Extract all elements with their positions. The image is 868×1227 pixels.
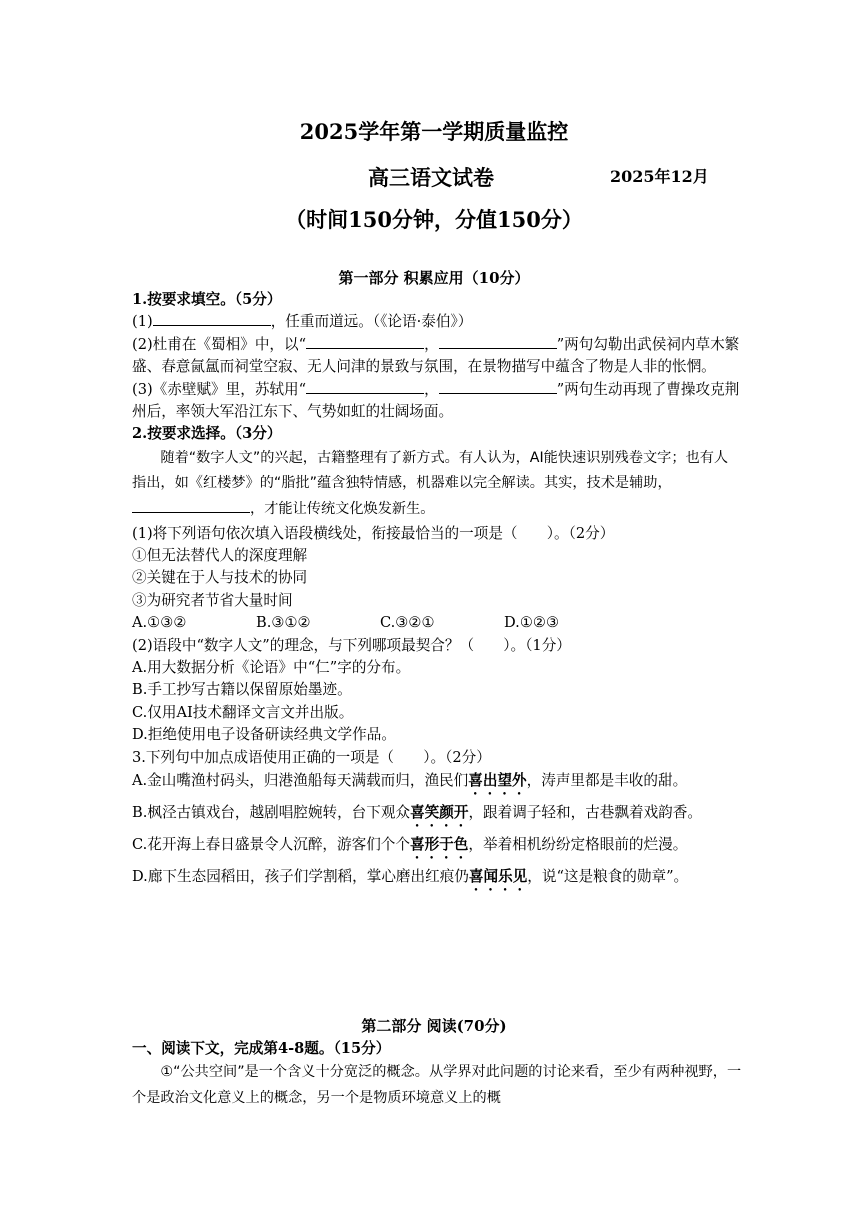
option-a[interactable]: A.①③② [132, 614, 187, 632]
option-c[interactable]: C.③②① [380, 614, 435, 632]
exam-time-score: （时间150分钟，分值150分） [285, 207, 583, 232]
exam-subtitle: 高三语文试卷 [368, 165, 494, 190]
q1-sub3-comma: ， [424, 380, 439, 398]
q3-option-text: ，跟着调子轻和，古巷飘着戏韵香。 [468, 804, 702, 822]
q2-sub1: (1)将下列语句依次填入语段横线处，衔接最恰当的一项是（ ）。（2分） [132, 524, 615, 542]
part1-content [132, 289, 742, 894]
q2-passage-text: ，才能让传统文化焕发新生。 [250, 501, 435, 518]
q1-sub2 [132, 334, 742, 379]
q1-sub3-text: ”两句生动再现了曹操攻克荆州后，率领大军沿江东下、气势如虹的壮阔场面。 [132, 380, 740, 421]
part1-heading: 第一部分 积累应用（10分） [338, 269, 530, 287]
dotted-idiom: 喜闻乐见 [468, 868, 528, 886]
exam-date: 2025年12月 [610, 167, 709, 186]
q1-sub2-text: ”两句勾勒出武侯祠内草木繁盛、春意氤氲而祠堂空寂、无人问津的景致与氛围，在景物描写中蕴含了物是人非的怅惘。 [132, 335, 740, 376]
reading-section-title: 一、阅读下文，完成第4-8题。（15分） [132, 1040, 391, 1057]
exam-title: 2025学年第一学期质量监控 [299, 119, 569, 144]
part2-heading: 第二部分 阅读(70分) [361, 1017, 507, 1035]
q1-sub1 [132, 311, 742, 333]
q2-item: ①但无法替代人的深度理解 [132, 547, 308, 565]
answer-blank[interactable] [153, 324, 271, 326]
dotted-idiom: 喜笑颜开 [410, 804, 469, 822]
q3-title: 3.下列句中加点成语使用正确的一项是（ ）。（2分） [132, 748, 491, 766]
q2-item: ②关键在于人与技术的协同 [132, 569, 308, 587]
q3-option-d[interactable] [132, 862, 742, 894]
q3-option-a[interactable] [132, 766, 742, 798]
q2-item: ③为研究者节省大量时间 [132, 591, 293, 609]
option-d[interactable]: D.拒绝使用电子设备研读经典文学作品。 [132, 726, 396, 744]
q3-option-text: D.廊下生态园稻田，孩子们学割稻，掌心磨出红痕仍 [132, 868, 469, 886]
q1-sub2-comma: ， [424, 335, 439, 353]
answer-blank[interactable] [306, 347, 424, 349]
option-b[interactable]: B.③①② [256, 614, 311, 632]
dotted-idiom: 喜形于色 [409, 836, 469, 854]
q2-title: 2.按要求选择。（3分） [132, 425, 282, 443]
q1-sub2-text: (2)杜甫在《蜀相》中，以“ [132, 335, 307, 353]
part2-content [132, 1038, 742, 1112]
q3-option-text: A.金山嘴渔村码头，归港渔船每天满载而归，渔民们 [132, 772, 469, 790]
q1-sub1-text: ，任重而道远。（《论语·泰伯》） [270, 313, 473, 331]
q3-option-text: ，举着相机纷纷定格眼前的烂漫。 [468, 836, 688, 854]
q3-option-text: B.枫泾古镇戏台，越剧唱腔婉转，台下观众 [132, 804, 411, 822]
q2-sub1-options [132, 612, 742, 634]
option-a[interactable]: A.用大数据分析《论语》中“仁”字的分布。 [132, 659, 411, 677]
q2-sub2: (2)语段中“数字人文”的理念，与下列哪项最契合？（ ）。（1分） [132, 636, 571, 654]
option-b[interactable]: B.手工抄写古籍以保留原始墨迹。 [132, 681, 352, 699]
q2-passage [132, 446, 742, 523]
option-d[interactable]: D.①②③ [504, 614, 560, 632]
q1-sub3-text: (3)《赤壁赋》里，苏轼用“ [132, 380, 307, 398]
q3-option-b[interactable] [132, 798, 742, 830]
q3-option-text: ，涛声里都是丰收的甜。 [526, 772, 688, 790]
answer-blank[interactable] [439, 347, 557, 349]
q3-option-c[interactable] [132, 830, 742, 862]
q3-option-text: ，说“这是粮食的勋章”。 [527, 868, 689, 886]
answer-blank[interactable] [306, 392, 424, 394]
q1-sub3 [132, 379, 742, 424]
q1-title: 1.按要求填空。（5分） [132, 291, 282, 308]
q2-passage-text: 随着“数字人文”的兴起，古籍整理有了新方式。有人认为，AI能快速识别残卷文字；也有人指出，如《红楼梦》的“脂批”蕴含独特情感，机器难以完全解读。其实，技术是辅助， [132, 449, 729, 492]
answer-blank[interactable] [132, 511, 250, 513]
q1-sub1-label: (1) [132, 313, 153, 331]
reading-paragraph: ①“公共空间”是一个含义十分宽泛的概念。从学界对此问题的讨论来看，至少有两种视野，一个是政治文化意义上的概念，另一个是物质环境意义上的概 [132, 1064, 742, 1106]
q3-option-text: C.花开海上春日盛景令人沉醉，游客们个个 [132, 836, 410, 854]
answer-blank[interactable] [439, 392, 557, 394]
option-c[interactable]: C.仅用AI技术翻译文言文并出版。 [132, 703, 354, 721]
dotted-idiom: 喜出望外 [468, 772, 527, 790]
